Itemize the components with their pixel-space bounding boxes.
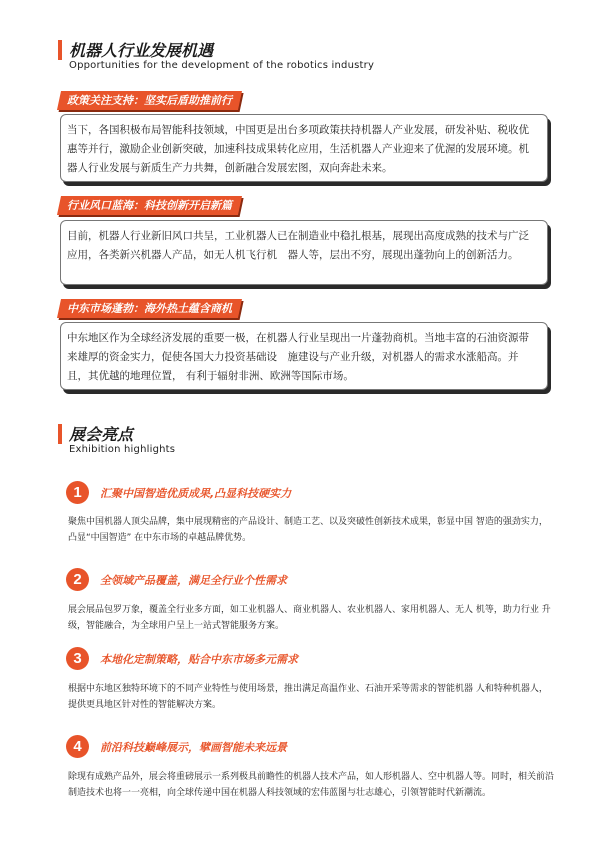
number-badge-2: 2 [66,568,89,591]
block-text: 当下，各国积极布局智能科技领域，中国更是出台多项政策扶持机器人产业发展，研发补贴、税收优惠等并行，激励企业创新突破，加速科技成果转化应用，生活机器人产业迎来了优渥的发展环境。机器人行业发展与新质生产力共舞，创新融合发展宏图，双向奔赴未来。 [67,124,529,174]
highlight-body-1: 聚焦中国机器人顶尖品牌，集中展现精密的产品设计、制造工艺、以及突破性创新技术成果，彰显中国 智造的强劲实力，凸显“中国智造” 在中东市场的卓越品牌优势。 [68,517,548,543]
number-badge-1: 1 [66,481,89,504]
highlight-body-3: 根据中东地区独特环境下的不同产业特性与使用场景，推出满足高温作业、石油开采等需求的智能机器 人和特种机器人，提供更具地区针对性的智能解决方案。 [68,684,548,710]
highlight-body-2: 展会展品包罗万象，覆盖全行业多方面，如工业机器人、商业机器人、农业机器人、家用机器人、无人 机等，助力行业 升级，智能融合，为全球用户呈上一站式智能服务方案。 [68,605,551,631]
block-text: 目前，机器人行业新旧风口共呈，工业机器人已在制造业中稳扎根基，展现出高度成熟的技术与广泛应用，各类新兴机器人产品，如无人机飞行机 器人等，层出不穷，展现出蓬勃向上的创新活力。 [67,230,529,261]
block-card-industry [60,220,548,285]
block-card-middle-east [60,322,548,390]
highlight-body-4: 除现有成熟产品外，展会将重磅展示一系列极具前瞻性的机器人技术产品，如人形机器人、空中机器人等。同时，相关前沿制造技术也将一一亮相，向全球传递中国在机器人科技领域的宏伟蓝图与壮志雄心，引领智能时代新潮流。 [68,772,555,798]
block-card-policy [60,114,548,182]
section-title-cn: 展会亮点 [69,425,134,444]
heading-accent-bar [58,424,62,444]
highlight-heading: 本地化定制策略，贴合中东市场多元需求 [100,653,298,666]
block-tag-industry: 行业风口蓝海：科技创新开启新篇 [57,196,242,215]
highlight-heading: 全领域产品覆盖，满足全行业个性需求 [100,574,287,587]
section-title-cn: 机器人行业发展机遇 [69,41,214,60]
heading-accent-bar [58,40,62,60]
highlight-heading: 前沿科技巅峰展示，擘画智能未来远景 [100,741,287,754]
section-title-en: Opportunities for the development of the robotics industry [69,60,375,71]
section-title-en: Exhibition highlights [69,444,176,455]
block-text: 中东地区作为全球经济发展的重要一极，在机器人行业呈现出一片蓬勃商机。当地丰富的石油资源带来雄厚的资金实力，促使各国大力投资基础设 施建设与产业升级，对机器人的需求水涨船高。并且，其优越的地理位置， 有利于辐射非洲、欧洲等国际市场。 [67,332,529,382]
number-badge-4: 4 [66,735,89,758]
block-tag-middle-east: 中东市场蓬勃：海外热土蕴含商机 [57,299,242,318]
highlight-heading: 汇聚中国智造优质成果,凸显科技硬实力 [100,487,292,500]
number-badge-3: 3 [66,647,89,670]
block-tag-policy: 政策关注支持：坚实后盾助推前行 [57,91,242,110]
